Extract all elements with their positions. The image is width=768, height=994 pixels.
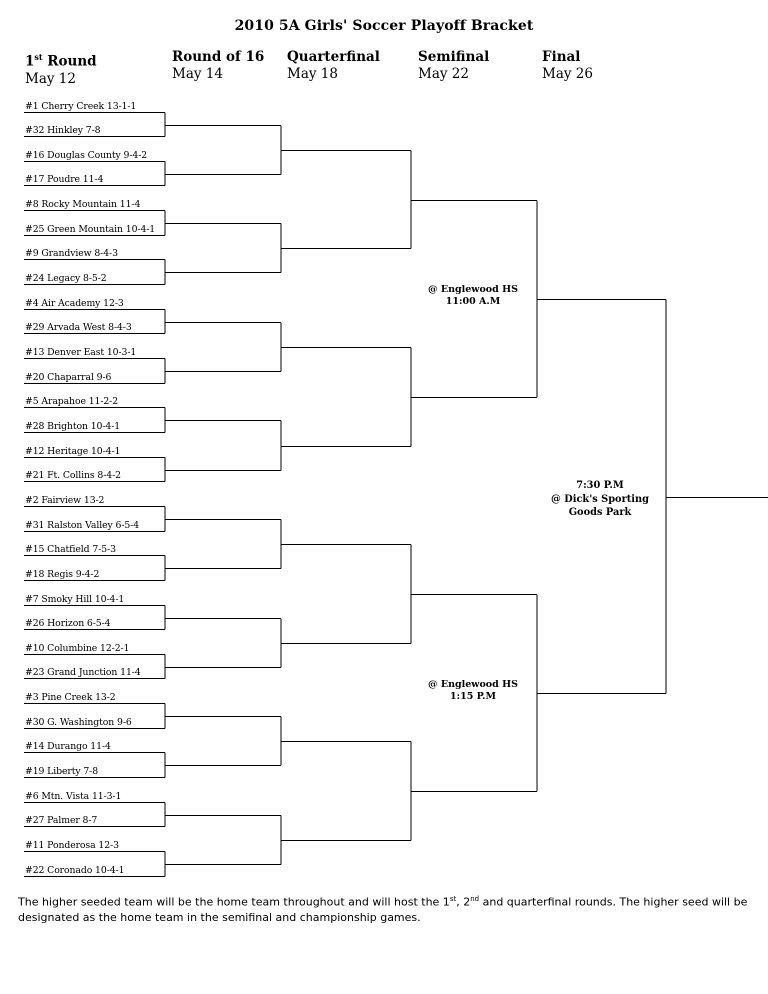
team-entry: #25 Green Mountain 10-4-1 xyxy=(25,223,156,235)
round-date: May 26 xyxy=(542,66,593,82)
venue-location: @ Englewood HS xyxy=(428,284,518,295)
footnote xyxy=(18,892,753,925)
footnote-text-2: , 2 xyxy=(456,895,471,909)
round-name: Final xyxy=(542,49,581,65)
team-entry: #24 Legacy 8-5-2 xyxy=(25,272,107,284)
team-entry: #4 Air Academy 12-3 xyxy=(25,297,124,309)
team-entry: #13 Denver East 10-3-1 xyxy=(25,346,137,358)
team-entry: #12 Heritage 10-4-1 xyxy=(25,445,121,457)
round-name: Quarterfinal xyxy=(287,49,380,65)
team-entry: #14 Durango 11-4 xyxy=(25,740,111,752)
team-entry: #2 Fairview 13-2 xyxy=(25,494,105,506)
team-entry: #18 Regis 9-4-2 xyxy=(25,568,100,580)
team-entry: #23 Grand Junction 11-4 xyxy=(25,666,141,678)
team-entry: #22 Coronado 10-4-1 xyxy=(25,864,125,876)
round-name: Semifinal xyxy=(418,49,490,65)
footnote-text-3: and quarterfinal rounds. The higher seed will be designated as the home team in the semifinal and championship games. xyxy=(18,895,748,924)
round-name: Round of 16 xyxy=(172,49,265,65)
team-entry: #20 Chaparral 9-6 xyxy=(25,371,112,383)
team-entry: #3 Pine Creek 13-2 xyxy=(25,691,116,703)
page-title: 2010 5A Girls' Soccer Playoff Bracket xyxy=(234,18,534,34)
round-name-sup: st xyxy=(34,52,43,62)
round-date: May 14 xyxy=(172,66,223,82)
footnote-sup-2: nd xyxy=(470,895,480,903)
venue-time: 7:30 P.M xyxy=(576,480,624,491)
team-entry: #6 Mtn. Vista 11-3-1 xyxy=(25,790,122,802)
round-date: May 22 xyxy=(418,66,469,82)
team-entry: #10 Columbine 12-2-1 xyxy=(25,642,130,654)
team-entry: #1 Cherry Creek 13-1-1 xyxy=(25,100,137,112)
venue-time: 1:15 P.M xyxy=(449,690,497,702)
venue-time: 11:00 A.M xyxy=(445,295,501,307)
team-entry: #27 Palmer 8-7 xyxy=(25,814,98,826)
footnote-text-1: The higher seeded team will be the home team throughout and will host the 1 xyxy=(18,895,450,909)
team-entry: #9 Grandview 8-4-3 xyxy=(25,247,118,259)
team-entry: #5 Arapahoe 11-2-2 xyxy=(25,395,119,407)
venue-location: @ Englewood HS xyxy=(428,679,518,690)
venue-location: @ Dick's Sporting xyxy=(551,493,649,505)
round-date: May 12 xyxy=(25,70,76,87)
round-name-suffix: Round xyxy=(42,53,97,70)
team-entry: #7 Smoky Hill 10-4-1 xyxy=(25,593,125,605)
team-entry: #16 Douglas County 9-4-2 xyxy=(25,149,148,161)
team-entry: #21 Ft. Collins 8-4-2 xyxy=(25,469,121,481)
team-entry: #32 Hinkley 7-8 xyxy=(25,124,101,136)
team-entry: #17 Poudre 11-4 xyxy=(25,173,104,185)
venue-location-cont: Goods Park xyxy=(568,507,632,518)
team-entry: #19 Liberty 7-8 xyxy=(25,765,99,777)
semifinal-bottom-venue xyxy=(418,679,528,702)
team-entry: #30 G. Washington 9-6 xyxy=(25,716,132,728)
team-entry: #28 Brighton 10-4-1 xyxy=(25,420,121,432)
team-entry: #29 Arvada West 8-4-3 xyxy=(25,321,132,333)
round-date: May 18 xyxy=(287,66,338,82)
team-entry: #11 Ponderosa 12-3 xyxy=(25,839,119,851)
team-entry: #15 Chatfield 7-5-3 xyxy=(25,543,116,555)
team-entry: #8 Rocky Mountain 11-4 xyxy=(25,198,141,210)
team-entry: #26 Horizon 6-5-4 xyxy=(25,617,111,629)
footnote-sup-1: st xyxy=(449,895,457,903)
team-entry: #31 Ralston Valley 6-5-4 xyxy=(25,519,140,531)
semifinal-top-venue xyxy=(418,284,528,307)
round-name: 1 xyxy=(25,53,35,70)
final-venue xyxy=(540,479,660,520)
